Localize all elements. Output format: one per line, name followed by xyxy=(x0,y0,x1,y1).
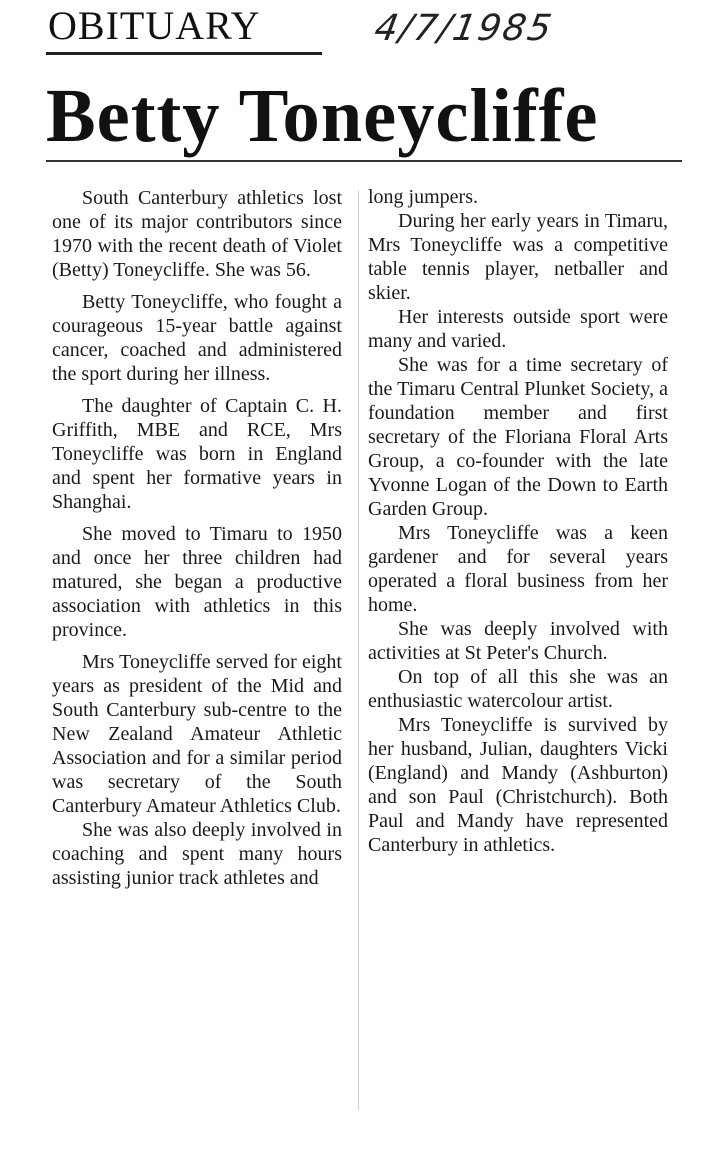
paragraph: Mrs Toneycliffe is survived by her husband, Julian, daughters Vicki (England) and Mandy (Ashburton) and son Paul (Christchurch). Both Paul and Mandy have represented Canterbury in athletics. xyxy=(368,714,668,856)
paragraph: Mrs Toneycliffe served for eight years as president of the Mid and South Canterbury sub-centre to the New Zealand Amateur Athletic Association and for a similar period was secretary of the South Canterbury Amateur Athletics Club. xyxy=(52,651,342,817)
article-right-column xyxy=(368,185,668,857)
paragraph: She was also deeply involved in coaching and spent many hours assisting junior track athletes and xyxy=(52,819,342,889)
headline-rule xyxy=(46,160,682,162)
paragraph: During her early years in Timaru, Mrs Toneycliffe was a competitive table tennis player, netballer and skier. xyxy=(368,210,668,304)
headline: Betty Toneycliffe xyxy=(46,74,599,158)
handwritten-date: 4/7/1985 xyxy=(371,8,557,49)
paragraph: long jumpers. xyxy=(368,186,478,208)
paragraph: She moved to Timaru to 1950 and once her three children had matured, she began a productive association with athletics in this province. xyxy=(52,523,342,641)
paragraph: She was deeply involved with activities at St Peter's Church. xyxy=(368,618,668,664)
paragraph: Betty Toneycliffe, who fought a courageous 15-year battle against cancer, coached and administered the sport during her illness. xyxy=(52,291,342,385)
column-divider xyxy=(358,190,359,1110)
paragraph: She was for a time secretary of the Timaru Central Plunket Society, a foundation member and first secretary of the Floriana Floral Arts Group, a co-founder with the late Yvonne Logan of the Down to Earth Garden Group. xyxy=(368,354,668,520)
paragraph: The daughter of Captain C. H. Griffith, MBE and RCE, Mrs Toneycliffe was born in England and spent her formative years in Shanghai. xyxy=(52,395,342,513)
paragraph: Mrs Toneycliffe was a keen gardener and for several years operated a floral business from her home. xyxy=(368,522,668,616)
paragraph: South Canterbury athletics lost one of its major contributors since 1970 with the recent death of Violet (Betty) Toneycliffe. She was 56. xyxy=(52,187,342,281)
paragraph: Her interests outside sport were many and varied. xyxy=(368,306,668,352)
section-label-underline xyxy=(46,52,322,55)
obituary-section-label: OBITUARY xyxy=(48,3,261,48)
paragraph: On top of all this she was an enthusiastic watercolour artist. xyxy=(368,666,668,712)
article-left-column xyxy=(52,186,342,890)
